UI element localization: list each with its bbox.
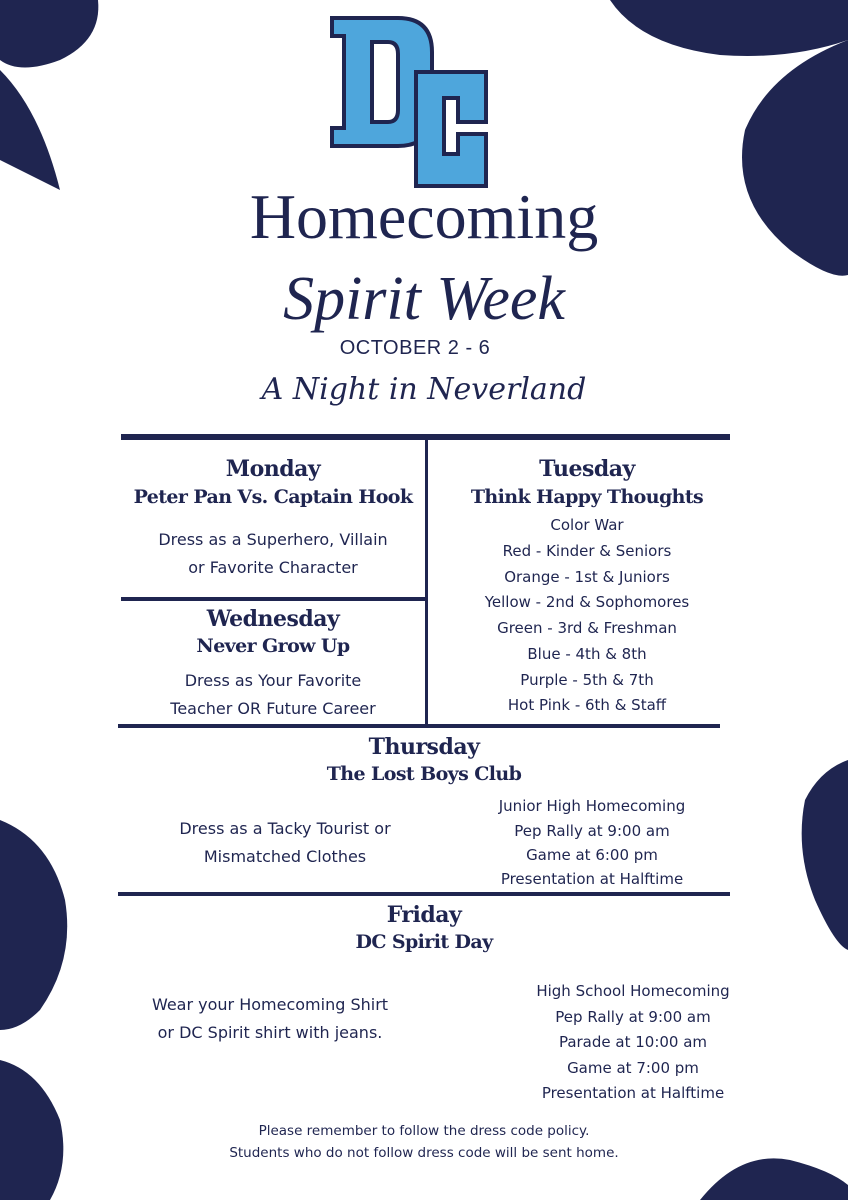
tuesday-line-8: Hot Pink - 6th & Staff — [507, 696, 667, 714]
tuesday-line-4: Yellow - 2nd & Sophomores — [484, 593, 690, 611]
petal-top-left-2 — [0, 70, 60, 190]
monday-line-1: Dress as a Superhero, Villain — [158, 530, 388, 549]
petal-top-left-1 — [0, 0, 98, 68]
petal-bottom-right — [700, 1158, 848, 1200]
tuesday-line-7: Purple - 5th & 7th — [520, 671, 654, 689]
thursday-event-4: Presentation at Halftime — [500, 870, 684, 888]
friday-event-5: Presentation at Halftime — [541, 1084, 725, 1102]
thursday-event-3: Game at 6:00 pm — [526, 846, 658, 864]
divider-thursday-top — [118, 724, 720, 728]
tuesday-line-2: Red - Kinder & Seniors — [502, 542, 672, 560]
thursday-heading: Thursday — [368, 734, 480, 760]
thursday-line-1: Dress as a Tacky Tourist or — [179, 819, 391, 838]
petal-top-right-1 — [610, 0, 848, 56]
tuesday-heading: Tuesday — [539, 456, 635, 482]
friday-line-1: Wear your Homecoming Shirt — [151, 995, 389, 1014]
tuesday-theme: Think Happy Thoughts — [470, 486, 704, 508]
wednesday-heading: Wednesday — [206, 606, 340, 632]
thursday-event-2: Pep Rally at 9:00 am — [514, 822, 670, 840]
dress-code-notice — [0, 1120, 848, 1164]
friday-theme: DC Spirit Day — [355, 931, 493, 953]
thursday-theme: The Lost Boys Club — [326, 763, 522, 785]
tuesday-line-1: Color War — [550, 516, 624, 534]
friday-heading: Friday — [386, 902, 462, 928]
monday-heading: Monday — [225, 456, 321, 482]
friday-event-3: Parade at 10:00 am — [558, 1033, 708, 1051]
petal-left-bottom-1 — [0, 820, 67, 1030]
page-title: Homecoming — [249, 181, 599, 252]
dress-code-line-1: Please remember to follow the dress code policy. — [258, 1123, 590, 1139]
wednesday-line-2: Teacher OR Future Career — [170, 699, 376, 718]
wednesday-line-1: Dress as Your Favorite — [184, 671, 362, 690]
friday-line-2: or DC Spirit shirt with jeans. — [157, 1023, 383, 1042]
friday-event-4: Game at 7:00 pm — [567, 1059, 699, 1077]
friday-event-1: High School Homecoming — [536, 982, 730, 1000]
monday-line-2: or Favorite Character — [188, 558, 358, 577]
page-subtitle: Spirit Week — [283, 265, 565, 333]
event-theme: A Night in Neverland — [261, 372, 587, 407]
event-dates: OCTOBER 2 - 6 — [339, 337, 491, 359]
thursday-event-1: Junior High Homecoming — [498, 797, 686, 815]
friday-event-2: Pep Rally at 9:00 am — [555, 1008, 711, 1026]
thursday-line-2: Mismatched Clothes — [203, 847, 367, 866]
wednesday-theme: Never Grow Up — [196, 635, 350, 657]
tuesday-line-6: Blue - 4th & 8th — [527, 645, 647, 663]
monday-theme: Peter Pan Vs. Captain Hook — [133, 486, 413, 508]
tuesday-line-3: Orange - 1st & Juniors — [504, 568, 670, 586]
tuesday-line-5: Green - 3rd & Freshman — [497, 619, 677, 637]
dress-code-line-2: Students who do not follow dress code will be sent home. — [229, 1145, 619, 1161]
petal-right-mid — [802, 760, 848, 950]
dc-logo — [326, 12, 494, 192]
divider-monday-wednesday — [121, 597, 425, 601]
